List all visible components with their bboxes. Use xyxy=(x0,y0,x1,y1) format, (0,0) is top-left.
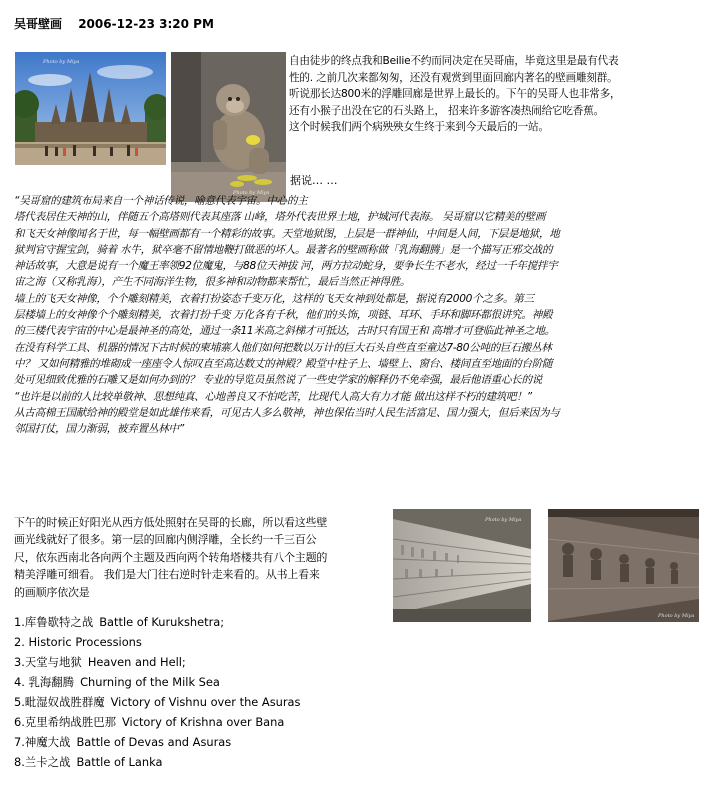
mural-zh: 4. 乳海翻腾 xyxy=(14,675,75,689)
gallery-line: 下午的时候正好阳光从西方低处照射在吴哥的长廊，所以看这些壁 xyxy=(14,516,328,529)
quote-line: 塔代表居住天神的山，伴随五个高塔则代表其座落 山峰，塔外代表世界土地，护城河代表海。 吴哥窟以它精美的壁画 xyxy=(14,211,546,224)
intro-line: 还有小猴子出没在它的石头路上， 招来许多游客凑热闹给它吃香蕉。 xyxy=(289,104,604,117)
quote-block xyxy=(14,193,706,437)
mural-zh: 3.天堂与地狱 xyxy=(14,655,82,669)
quote-line: 神话故事，大意是说有一个魔王率领92位魔鬼，与88位天神拔 河，两方拉动蛇身，要争长生不老水，经过一千年搅拌宇 xyxy=(14,260,558,273)
mural-zh: 2. Historic Processions xyxy=(14,635,142,649)
relief-closeup-photo xyxy=(548,509,699,622)
mural-en: Battle of Devas and Asuras xyxy=(76,735,232,749)
mural-en: Battle of Kurukshetra; xyxy=(99,615,225,629)
gallery-paragraph xyxy=(14,514,388,601)
gallery-relief-photo xyxy=(393,509,531,622)
gallery-line: 的画顺序依次是 xyxy=(14,585,90,599)
list-item xyxy=(14,732,300,752)
gallery-line: 尺，依东西南北各向两个主题及西向两个转角塔楼共有八个主题的 xyxy=(14,550,328,564)
post-date: 2006-12-23 3:20 PM xyxy=(78,17,214,31)
mural-en: Victory of Vishnu over the Asuras xyxy=(110,695,301,709)
intro-line: 这个时候我们两个病殃殃女生终于来到今天最后的一站。 xyxy=(289,121,549,134)
quote-line: 的三楼代表宇宙的中心是最神圣的高处，通过一条11米高之斜梯才可抵达，古时只有国王和 高增才可登临此神圣之地。 xyxy=(14,325,555,338)
intro-line: 听说那长达800米的浮雕回廊是世界上最长的。下午的吴哥人也非常多， xyxy=(289,88,621,101)
post-title-line xyxy=(14,15,214,32)
list-item xyxy=(14,652,300,672)
quote-line: 邻国打仗，国力渐弱，被弃置丛林中” xyxy=(14,423,184,436)
ju-shuo-label: 据说… … xyxy=(290,174,338,187)
list-item xyxy=(14,672,300,692)
quote-line: 在没有科学工具、机器的情况下古时候的柬埔寨人他们如何把数以万计的巨大石头自些直至童达7-80公吨的巨石搬丛林 xyxy=(14,341,552,354)
quote-line: “吴哥窟的建筑布局来自一个神话传说，喻意代表宇宙。中心的主 xyxy=(14,195,308,207)
mural-en: Heaven and Hell; xyxy=(87,655,186,669)
intro-line: 性的. 之前几次来都匆匆，还没有观赏到里面回廊内著名的壁画雕刻群。 xyxy=(289,71,618,84)
mural-en: Battle of Lanka xyxy=(76,755,163,769)
mural-zh: 7.神魔大战 xyxy=(14,735,71,749)
post-title: 吴哥壁画 xyxy=(14,17,63,31)
mural-list xyxy=(14,612,300,772)
photo-watermark: Photo by Miya xyxy=(485,517,522,523)
gallery-line: 精美浮雕可细看。 我们是大门往右逆时针走来看的。从书上看来 xyxy=(14,568,320,582)
quote-line: 层楼墙上的女神像个个雕刻精美，衣着打扮千变 万化各有千秋，他们的头饰，项链、耳环、手环和脚环都很讲究。神殿 xyxy=(14,309,553,322)
photo-watermark: Photo by Miya xyxy=(658,613,695,619)
mural-en: Churning of the Milk Sea xyxy=(80,675,220,689)
list-item xyxy=(14,632,300,652)
photo-watermark: Photo by Miya xyxy=(233,190,270,196)
intro-line: 自由徒步的终点我和Beilie不约而同决定在吴哥庙，毕竟这里是最有代表 xyxy=(289,55,619,67)
monkey-photo xyxy=(171,52,286,202)
list-item xyxy=(14,692,300,712)
angkor-wat-photo xyxy=(15,52,166,165)
list-item xyxy=(14,752,300,772)
quote-line: “也许是以前的人比较单敬神、思想纯真、心地善良又不怕吃苦，比现代人高大有力才能 做出这样不朽的建筑吧！” xyxy=(14,390,532,403)
quote-line: 中？ 又如何精雅的堆砌成一座座令人惊叹直至高达数丈的神殿？殿堂中柱子上、墙壁上、窗台、楼间直至地面的台阶随 xyxy=(14,357,553,370)
quote-line: 和飞天女神像闻名于世，每一幅壁画都有一个精彩的故事。天堂地狱图，上层是一群神仙，中间是人间，下层是地狱，地 xyxy=(14,227,560,240)
intro-paragraph xyxy=(289,53,703,136)
mural-zh: 8.兰卡之战 xyxy=(14,755,71,769)
quote-line: 宙之海（又称乳海），产生不同海洋生物，很多神和动物都来帮忙，最后当然正神得胜。 xyxy=(14,276,411,289)
quote-line: 墙上的飞天女神像，个个雕刻精美，衣着打扮姿态千变万化，这样的飞天女神到处都是，据说有2000个之多。第三 xyxy=(14,292,534,305)
list-item xyxy=(14,612,300,632)
quote-line: 狱判官守握宝剑，骑着 水牛，狱卒毫不留情地鞭打做恶的坏人。最著名的壁画称做「乳海翻腾」是一个描写正邪交战的 xyxy=(14,243,553,256)
quote-line: 从古高棉王国献给神的殿堂是如此雄伟来看，可见古人多么敬神，神也保佑当时人民生活富足、国力强大，但后来因为与 xyxy=(14,406,560,419)
mural-zh: 1.库鲁歇特之战 xyxy=(14,615,94,629)
quote-line: 处可见细致优雅的石雕又是如何办到的？ 专业的导览员虽然说了一些史学家的解释仍不免牵强，最后他语重心长的说 xyxy=(14,374,543,387)
mural-en: Victory of Krishna over Bana xyxy=(122,715,285,729)
mural-zh: 6.克里希纳战胜巴那 xyxy=(14,715,116,729)
photo-watermark: Photo by Miya xyxy=(43,59,80,65)
gallery-line: 画光线就好了很多。第一层的回廊内侧浮雕，全长约一千三百公 xyxy=(14,533,317,547)
list-item xyxy=(14,712,300,732)
mural-zh: 5.毗湿奴战胜群魔 xyxy=(14,695,105,709)
